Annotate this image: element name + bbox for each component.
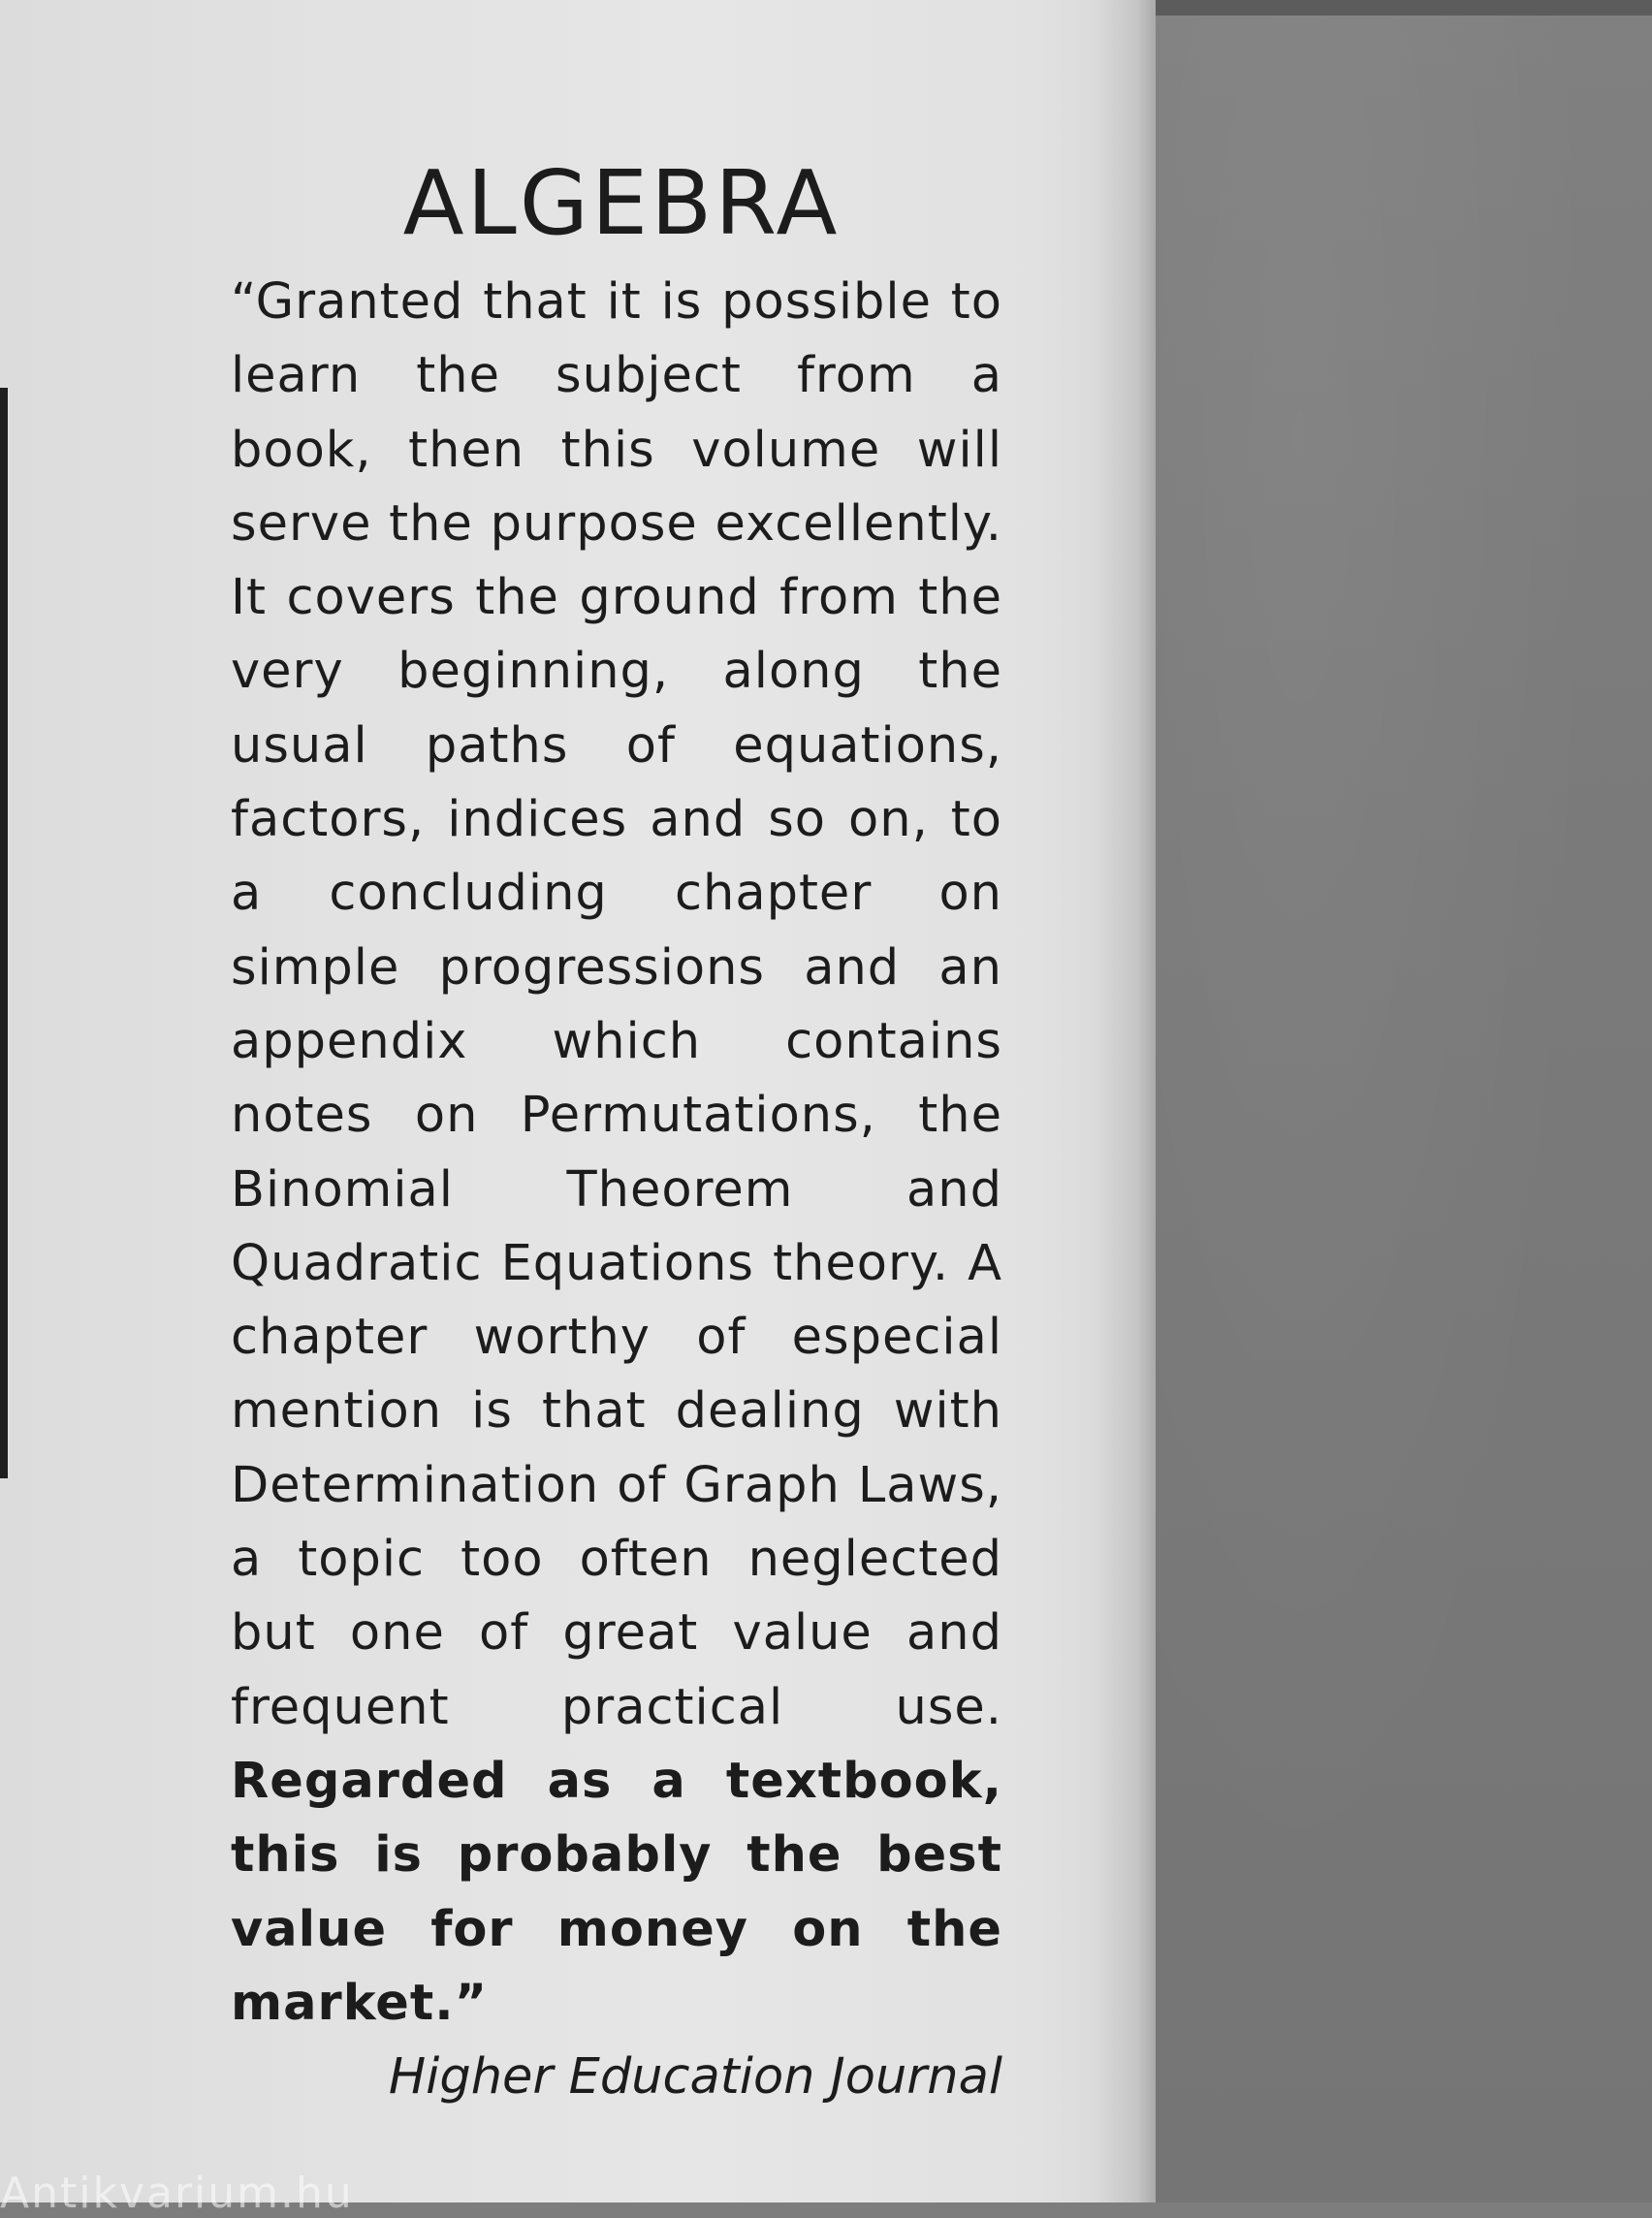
watermark: Antikvarium.hu: [0, 2169, 354, 2218]
review-quote: [231, 266, 1002, 2041]
quote-regular: “Granted that it is possible to learn the subject from a book, then this volume will serve the purpose excellently. It covers the ground from the very beginning, along the usual paths of equations, factors, indices and so on, to a concluding chapter on simple progressions and an appendix which contains notes on Permutations, the Binomial Theorem and Quadratic Equations theory. A chapter worthy of especial mention is that dealing with Determination of Graph Laws, a topic too often neglected but one of great value and frequent practical use.: [231, 273, 1002, 1736]
left-dark-strip: [0, 388, 8, 1478]
grey-board: [1149, 0, 1652, 2202]
quote-attribution: Higher Education Journal: [388, 2048, 1002, 2107]
book-title: ALGEBRA: [402, 151, 841, 255]
quote-bold: Regarded as a textbook, this is probably the best value for money on the market.”: [231, 1752, 1002, 2032]
flap-edge-shadow: [1096, 0, 1156, 2202]
board-top-edge: [1149, 0, 1652, 16]
blurb-text-block: [231, 145, 1002, 2114]
